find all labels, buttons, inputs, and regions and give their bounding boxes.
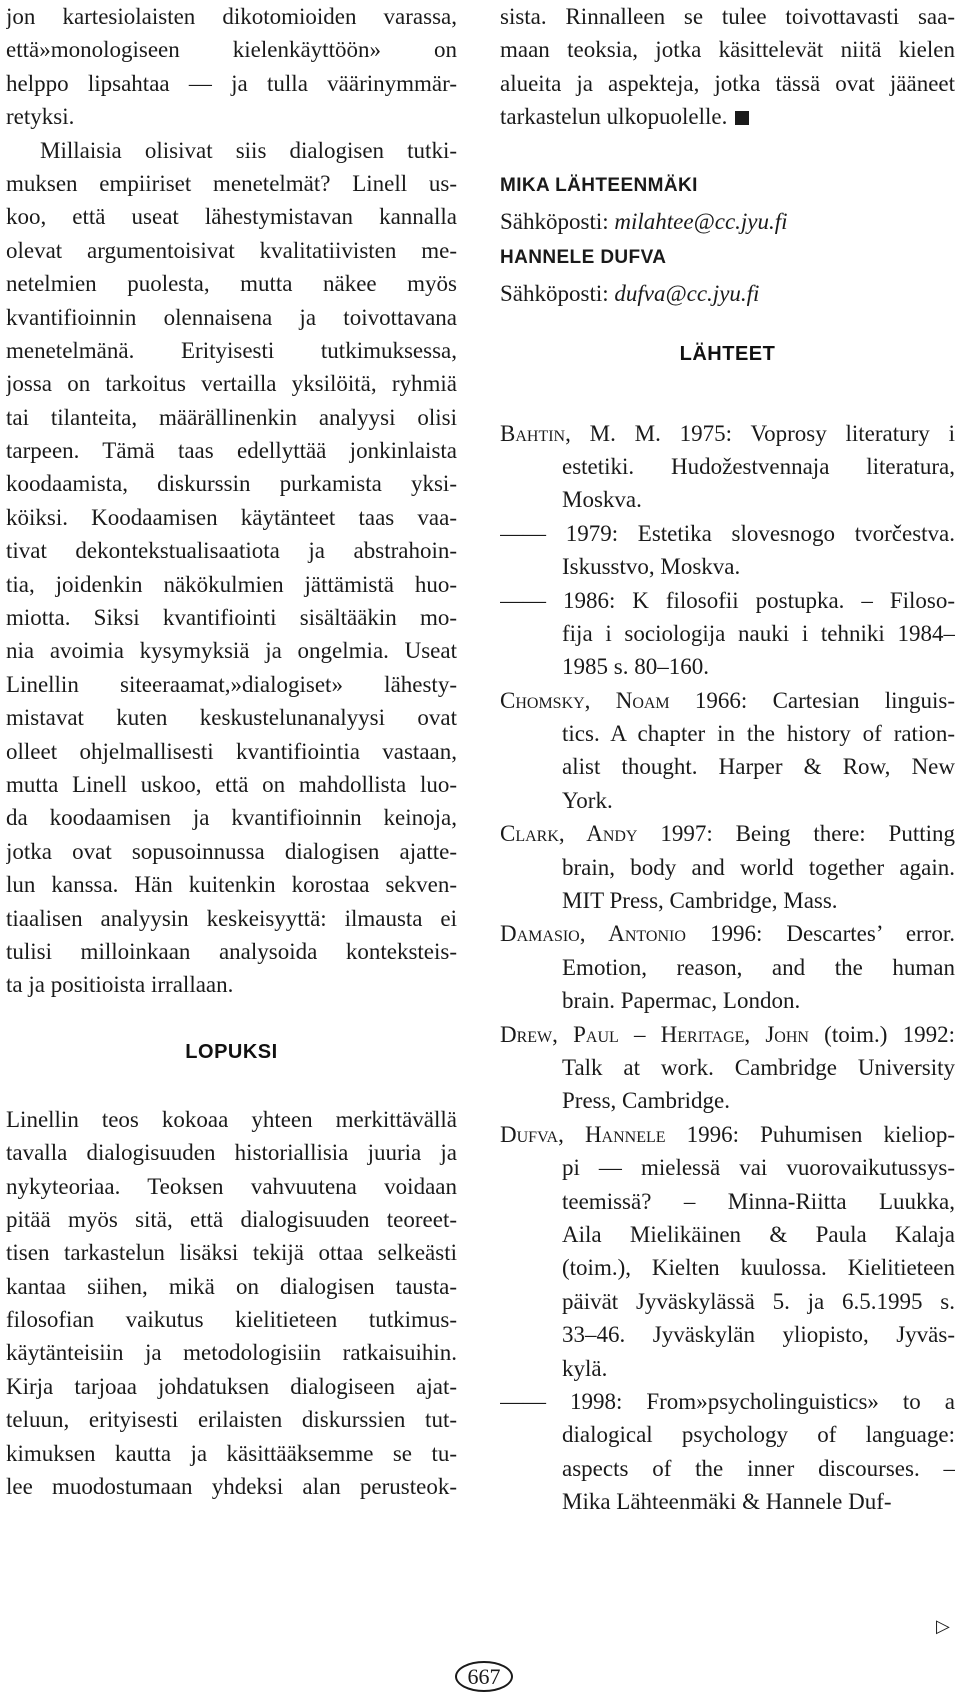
email-label: Sähköposti:: [500, 208, 615, 234]
text-line: tavalla dialogisuuden historiallisia juuria ja: [6, 1140, 457, 1166]
reference-line: 1985 s. 80–160.: [562, 654, 709, 680]
reference-line: York.: [562, 787, 613, 813]
text-line: tia, joidenkin näkökulmien jättämistä huo-: [6, 571, 457, 597]
reference-line: Damasio, Antonio 1996: Descartes’ error.: [500, 921, 955, 947]
reference-line: Emotion, reason, and the human: [562, 954, 955, 980]
text-line: nykyteoriaa. Teoksen vahvuutena voidaan: [6, 1173, 457, 1199]
text-line: tulisi milloinkaan analysoida konteksteis-: [6, 938, 457, 964]
text-line: mutta Linell uskoo, että on mahdollista luo-: [6, 771, 457, 797]
reference-line: (toim.), Kielten kuulossa. Kielitieteen: [562, 1255, 955, 1281]
reference-line: dialogical psychology of language:: [562, 1422, 955, 1448]
reference-line: Talk at work. Cambridge University: [562, 1054, 955, 1080]
text-line: tarkastelun ulkopuolelle.: [500, 100, 955, 133]
author-email: [500, 276, 955, 312]
text-line: alueita ja aspekteja, jotka tässä ovat jääneet: [500, 70, 955, 96]
text-line: nia avoimia kysymyksiä ja ongelmia. Useat: [6, 638, 457, 664]
text-line: menetelmänä. Erityisesti tutkimuksessa,: [6, 337, 457, 363]
reference-line: Mika Lähteenmäki & Hannele Duf-: [562, 1489, 892, 1515]
text-line: kimuksen kautta ja käsittääksemme se tu-: [6, 1440, 457, 1466]
text-line: sista. Rinnalleen se tulee toivottavasti saa-: [500, 4, 955, 29]
author-block: [500, 168, 955, 312]
text-line: maan teoksia, jotka käsittelevät niitä kielen: [500, 37, 955, 63]
text-line: kantaa siihen, mikä on dialogisen tausta-: [6, 1273, 457, 1299]
reference-author: Chomsky, Noam: [500, 687, 670, 713]
reference-author: Clark, Andy: [500, 821, 638, 847]
text-line: muksen empiiriset menetelmät? Linell us-: [6, 170, 457, 196]
text-line: kvantifioinnin olennaisena ja toivottavana: [6, 304, 457, 330]
reference-line: Clark, Andy 1997: Being there: Putting: [500, 821, 955, 847]
reference-line: alist thought. Harper & Row, New: [562, 754, 955, 780]
author-email: [500, 204, 955, 240]
author-name: MIKA LÄHTEENMÄKI: [500, 174, 698, 196]
end-of-article-mark: [735, 111, 749, 125]
reference-line: brain, body and world together again.: [562, 854, 955, 880]
reference-line: aspects of the inner discourses. –: [562, 1455, 955, 1481]
paragraph: [500, 0, 955, 134]
text-line: mistavat kuten keskustelunanalyysi ovat: [6, 705, 457, 731]
text-line: miotta. Siksi kvantifiointi sisältääkin mo-: [6, 605, 457, 631]
reference-line: Drew, Paul – Heritage, John (toim.) 1992:: [500, 1021, 955, 1047]
text-line: että»monologiseen kielenkäyttöön» on: [6, 37, 457, 63]
text-line: teluun, erityisesti erilaisten diskurssien tut-: [6, 1407, 457, 1433]
reference-author: Drew, Paul – Heritage, John: [500, 1021, 809, 1047]
reference-line: Bahtin, M. M. 1975: Voprosy literatury i: [500, 420, 955, 446]
text-line: pitää myös sitä, että dialogisuuden teoreet-: [6, 1206, 457, 1232]
text-line: helppo lipsahtaa — ja tulla väärinymmär-: [6, 70, 457, 96]
reference-line: päivät Jyväskylässä 5. ja 6.5.1995 s.: [562, 1288, 955, 1314]
text-line: lun kanssa. Hän kuitenkin korostaa sekven-: [6, 872, 457, 898]
text-line: Linellin siteeraamat,»dialogiset» lähesty-: [6, 671, 457, 697]
text-line: käytänteisiin ja metodologisiin ratkaisuihin.: [6, 1340, 457, 1366]
page-number: 667: [455, 1661, 513, 1692]
text-line: retyksi.: [6, 104, 75, 130]
text-line: jon kartesiolaisten dikotomioiden varassa,: [6, 4, 457, 29]
text-line: da koodaamisen ja kvantifioinnin keinoja,: [6, 805, 457, 831]
continue-arrow-icon: ▷: [936, 1616, 950, 1636]
reference-line: estetiki. Hudožestvennaja literatura,: [562, 453, 955, 479]
text-line: Linellin teos kokoaa yhteen merkittävällä: [6, 1106, 457, 1132]
text-line: filosofian vaikutus kielitieteen tutkimus-: [6, 1307, 457, 1333]
right-column: [500, 0, 955, 1518]
reference-line: Chomsky, Noam 1966: Cartesian linguis-: [500, 687, 955, 713]
reference-entry: [500, 517, 955, 584]
reference-line: —— 1998: From»psycholinguistics» to a: [500, 1388, 955, 1414]
reference-line: Aila Mielikäinen & Paula Kalaja: [562, 1221, 955, 1247]
section-heading: LÄHTEET: [679, 342, 776, 365]
reference-line: teemissä? – Minna-Riitta Luukka,: [562, 1188, 955, 1214]
reference-entry: [500, 917, 955, 1017]
reference-line: tics. A chapter in the history of ration-: [562, 721, 955, 747]
reference-line: Press, Cambridge.: [562, 1088, 731, 1114]
reference-author: Dufva, Hannele: [500, 1121, 666, 1147]
email-label: Sähköposti:: [500, 280, 615, 306]
reference-line: 33–46. Jyväskylän yliopisto, Jyväs-: [562, 1322, 955, 1348]
reference-line: MIT Press, Cambridge, Mass.: [562, 888, 838, 914]
reference-line: kylä.: [562, 1355, 608, 1381]
reference-entry: [500, 584, 955, 684]
text-line: jotka ovat sopusoinnussa dialogisen ajatte-: [6, 838, 457, 864]
text-line: tiaalisen analyysin keskeisyyttä: ilmausta ei: [6, 905, 457, 931]
reference-entry: [500, 684, 955, 818]
text-line: koodaamista, diskurssin purkamista yksi-: [6, 471, 457, 497]
reference-entry: [500, 1118, 955, 1385]
text-line: tarpeen. Tämä taas edellyttää jonkinlaista: [6, 438, 457, 464]
reference-line: pi — mielessä vai vuorovaikutussys-: [562, 1155, 955, 1181]
reference-entry: [500, 1385, 955, 1519]
text-line: tivat dekontekstualisaatiota ja abstrahoin-: [6, 538, 457, 564]
reference-author: Bahtin: [500, 420, 566, 446]
reference-line: —— 1986: K filosofii postupka. – Filoso-: [500, 587, 955, 613]
text-line: olevat argumentoisivat kvalitatiivisten me-: [6, 237, 457, 263]
email-address: milahtee@cc.jyu.fi: [614, 208, 788, 234]
reference-author: Damasio, Antonio: [500, 921, 686, 947]
reference-line: Moskva.: [562, 487, 642, 513]
reference-entry: [500, 417, 955, 517]
reference-line: Iskusstvo, Moskva.: [562, 554, 741, 580]
text-line: tai tilanteita, määrällinenkin analyysi olisi: [6, 404, 457, 430]
reference-line: —— 1979: Estetika slovesnogo tvorčestva.: [500, 520, 955, 546]
reference-entry: [500, 1018, 955, 1118]
paragraph: [6, 1103, 457, 1504]
text-line: jossa on tarkoitus vertailla yksilöitä, ryhmiä: [6, 371, 457, 397]
paragraph: [6, 134, 457, 1002]
text-line: köiksi. Koodaamisen käytänteet taas vaa-: [6, 504, 457, 530]
text-line: lee muodostumaan yhdeksi alan perusteok-: [6, 1474, 457, 1500]
email-address: dufva@cc.jyu.fi: [614, 280, 760, 306]
text-line: koo, että useat lähestymistavan kannalla: [6, 204, 457, 230]
text-line: tisen tarkastelun lisäksi tekijä ottaa selkeästi: [6, 1240, 457, 1266]
reference-line: Dufva, Hannele 1996: Puhumisen kieliop-: [500, 1121, 955, 1147]
text-line: ta ja positioista irrallaan.: [6, 972, 234, 998]
reference-line: brain. Papermac, London.: [562, 988, 801, 1014]
paragraph: [6, 0, 457, 134]
left-column: [6, 0, 457, 1503]
author-name: HANNELE DUFVA: [500, 246, 667, 268]
text-line: Kirja tarjoaa johdatuksen dialogiseen ajat-: [6, 1373, 457, 1399]
reference-line: fija i sociologija nauki i tehniki 1984–: [562, 620, 955, 646]
section-heading: LOPUKSI: [185, 1040, 278, 1063]
text-line: netelmien puolesta, mutta näkee myös: [6, 271, 457, 297]
text-line: Millaisia olisivat siis dialogisen tutki-: [40, 137, 457, 163]
reference-entry: [500, 817, 955, 917]
text-line: olleet ohjelmallisesti kvantifiointia vastaan,: [6, 738, 457, 764]
